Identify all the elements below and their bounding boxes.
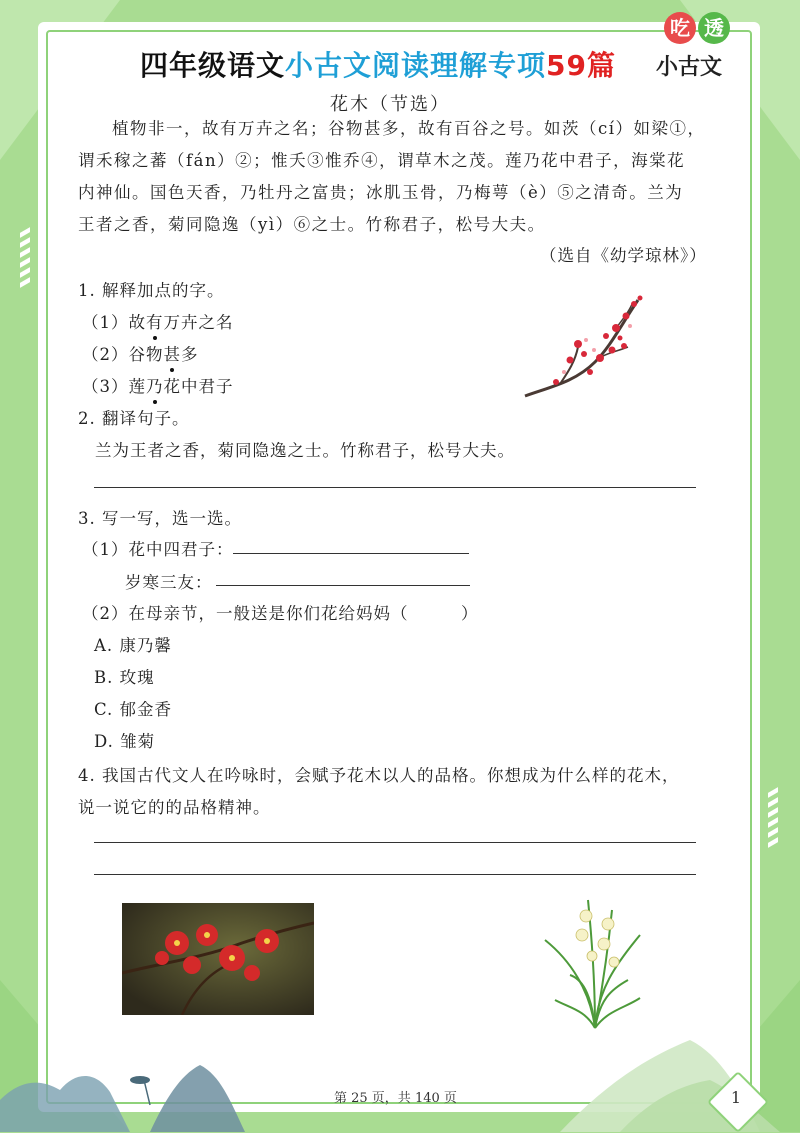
q3-four-gentlemen-line[interactable] — [233, 553, 469, 554]
logo-char-1: 吃 — [664, 12, 696, 44]
orchid-illustration — [540, 880, 650, 1030]
logo-subtitle: 小古文 — [656, 55, 723, 80]
q4-answer-line-1[interactable] — [94, 842, 696, 843]
q3-option-c[interactable]: C. 郁金香 — [94, 700, 173, 719]
q3-option-a[interactable]: A. 康乃馨 — [94, 636, 172, 655]
q4-answer-line-2[interactable] — [94, 874, 696, 875]
passage-line-2: 谓禾稼之蕃（fán）②；惟夭③惟乔④，谓草木之茂。莲乃花中君子，海棠花 — [78, 151, 686, 170]
q1-item-text: 多 — [181, 345, 199, 364]
article-title: 花木（节选） — [330, 94, 450, 115]
q1-item-text: 万卉之名 — [163, 313, 234, 332]
title-part-grade: 四年级语文 — [140, 49, 286, 82]
q1-item-text: 莲 — [128, 377, 146, 396]
q1-item-text: 谷物 — [128, 345, 164, 364]
q3-sub1-label: （1）花中四君子： — [82, 540, 234, 559]
red-flower-photo — [122, 903, 314, 1015]
logo-char-2: 透 — [698, 12, 730, 44]
article-source: （选自《幼学琼林》） — [540, 246, 707, 265]
article-passage — [78, 113, 718, 241]
q1-dotted-char: 有 — [146, 313, 164, 332]
q1-item-prefix: （2） — [82, 345, 129, 364]
q1-item-3 — [82, 373, 234, 397]
q2-answer-line[interactable] — [94, 487, 696, 488]
title-part-topic: 小古文阅读理解专项 — [285, 49, 547, 82]
q3-stem: 3. 写一写，选一选。 — [78, 509, 242, 528]
q3-three-friends-line[interactable] — [216, 585, 470, 586]
q1-item-1 — [82, 309, 234, 333]
title-part-count: 59篇 — [546, 49, 616, 82]
q3-sub1b-label: 岁寒三友： — [125, 573, 213, 592]
q3-option-d[interactable]: D. 雏菊 — [94, 732, 156, 751]
plum-blossom-illustration — [520, 292, 650, 402]
page-number: 1 — [730, 1088, 742, 1107]
left-stripes-decoration — [20, 230, 30, 290]
passage-line-1: 植物非一，故有万卉之名；谷物甚多，故有百谷之号。如茨（cí）如梁①， — [112, 119, 706, 138]
q1-stem: 1. 解释加点的字。 — [78, 281, 225, 300]
mountain-decoration — [0, 1020, 800, 1132]
q1-item-prefix: （3） — [82, 377, 129, 396]
q4-stem-line-2: 说一说它的的品格精神。 — [78, 798, 271, 817]
q4-stem-line-1: 4. 我国古代文人在吟咏时，会赋予花木以人的品格。你想成为什么样的花木， — [78, 766, 680, 785]
page-title — [140, 44, 616, 84]
q1-item-2 — [82, 341, 199, 365]
q2-stem: 2. 翻译句子。 — [78, 409, 190, 428]
passage-line-3: 内神仙。国色天香，乃牡丹之富贵；冰肌玉骨，乃梅萼（è）⑤之清奇。兰为 — [78, 183, 684, 202]
brand-logo — [664, 12, 732, 44]
q1-item-prefix: （1） — [82, 313, 129, 332]
q3-option-b[interactable]: B. 玫瑰 — [94, 668, 155, 687]
q1-dotted-char: 甚 — [163, 345, 181, 364]
page-footer: 第 25 页，共 140 页 — [334, 1091, 457, 1106]
q1-item-text: 故 — [128, 313, 146, 332]
q1-item-text: 花中君子 — [163, 377, 234, 396]
q1-dotted-char: 乃 — [146, 377, 164, 396]
right-stripes-decoration — [768, 790, 778, 850]
q2-sentence: 兰为王者之香，菊同隐逸之士。竹称君子，松号大夫。 — [95, 441, 515, 460]
passage-line-4: 王者之香，菊同隐逸（yì）⑥之士。竹称君子，松号大夫。 — [78, 215, 546, 234]
q3-sub2-stem: （2）在母亲节，一般送是你们花给妈妈（ ） — [82, 604, 479, 623]
